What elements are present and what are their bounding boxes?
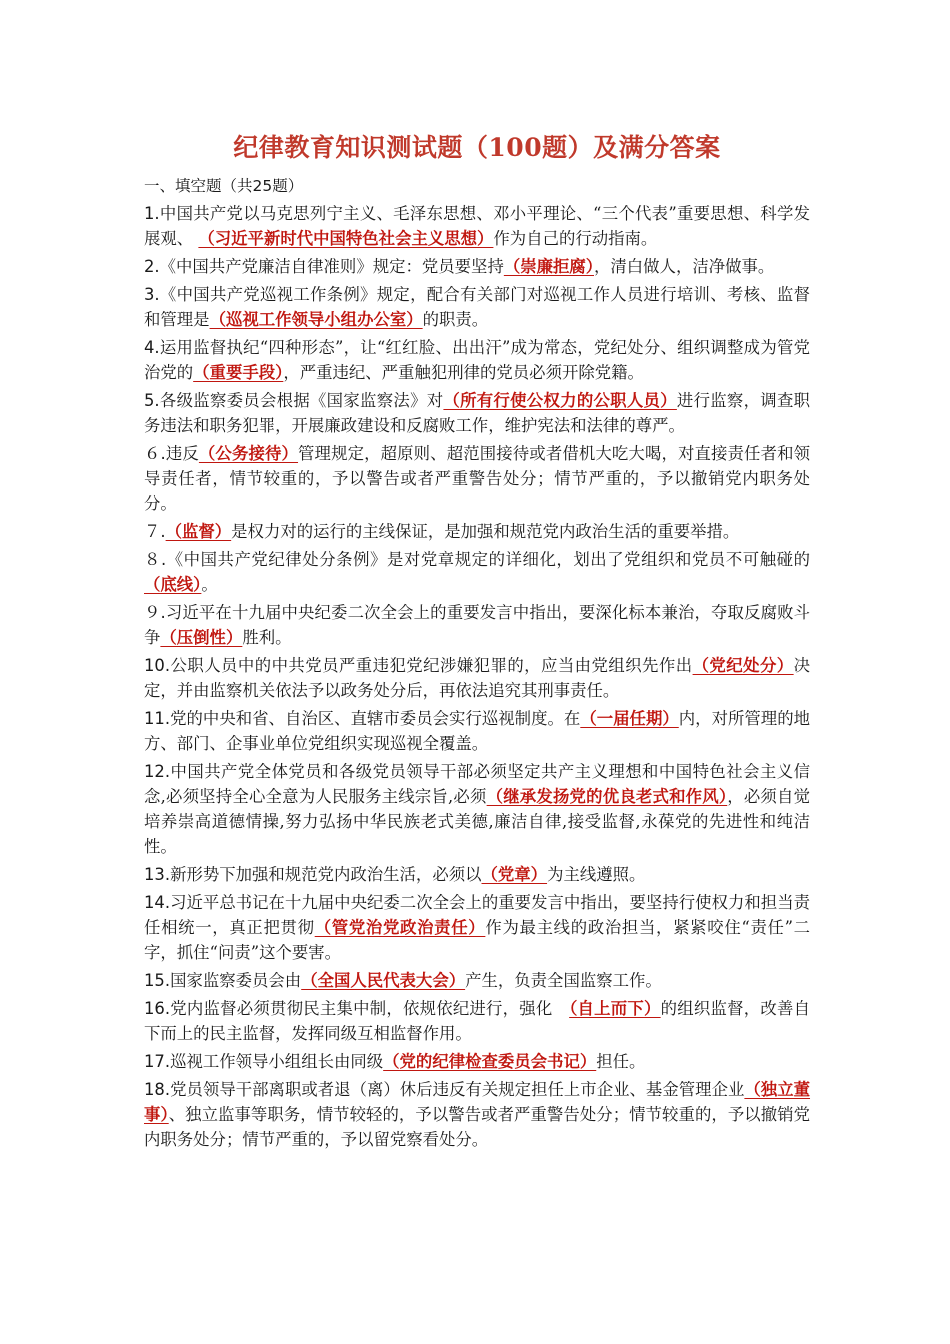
- answer-text: （监督）: [165, 522, 232, 541]
- question-item: [144, 759, 810, 859]
- question-text: 决定，并由监察机关依法予以政务处分后，再依法追究其刑事责任。: [144, 656, 811, 700]
- answer-text: （崇廉拒腐）: [503, 257, 594, 276]
- question-text: 管理规定，超原则、超范围接待或者借机大吃大喝，对直接责任者和领导责任者，情节较重的，予以警告或者严重警告处分；情节严重的，予以撤销党内职务处分。: [144, 444, 811, 513]
- question-number: 15.: [144, 971, 171, 990]
- question-text: 进行监察，调查职务违法和职务犯罪，开展廉政建设和反腐败工作，维护宪法和法律的尊严。: [144, 391, 811, 435]
- question-text: 各级监察委员会根据《国家监察法》对: [159, 391, 444, 410]
- question-text: 内，对所管理的地方、部门、企事业单位党组织实现巡视全覆盖。: [144, 709, 811, 753]
- question-item: [144, 890, 810, 965]
- question-list: [144, 201, 810, 1152]
- answer-text: （压倒性）: [160, 628, 243, 647]
- question-text: 胜利。: [242, 628, 292, 647]
- question-text: 的职责。: [422, 310, 489, 329]
- question-text: 。: [201, 575, 218, 594]
- question-text: ，必须自觉培养崇高道德情操,努力弘扬中华民族老式美德,廉洁自律,接受监督,永葆党的先进性和纯洁性。: [144, 787, 810, 856]
- question-item: [144, 388, 810, 438]
- question-item: [144, 519, 810, 544]
- question-text: ，清白做人，洁净做事。: [594, 257, 775, 276]
- question-item: [144, 547, 810, 597]
- question-number: ７.: [144, 522, 166, 541]
- question-text: 产生，负责全国监察工作。: [465, 971, 662, 990]
- question-text: 党的中央和省、自治区、直辖市委员会实行巡视制度。在: [170, 709, 581, 728]
- answer-text: （重要手段）: [193, 363, 284, 382]
- answer-text: （党章）: [481, 865, 548, 884]
- question-text: 党内监督必须贯彻民主集中制，依规依纪进行，强化: [170, 999, 570, 1018]
- question-text: 作为最主线的政治担当，紧紧咬住“责任”二字，抓住“问责”这个要害。: [144, 918, 811, 962]
- answer-text: （巡视工作领导小组办公室）: [209, 310, 423, 329]
- question-number: 10.: [144, 656, 171, 675]
- question-text: 违反: [165, 444, 199, 463]
- question-item: [144, 282, 810, 332]
- answer-text: （自上而下）: [569, 999, 661, 1018]
- question-text: 党员领导干部离职或者退（离）休后违反有关规定担任上市企业、基金管理企业: [170, 1080, 745, 1099]
- question-item: [144, 201, 810, 251]
- question-text: 新形势下加强和规范党内政治生活，必须以: [170, 865, 482, 884]
- question-item: [144, 441, 810, 516]
- answer-text: （公务接待）: [198, 444, 299, 463]
- question-text: 担任。: [596, 1052, 646, 1071]
- question-text: 中国共产党全体党员和各级党员领导干部必须坚定共产主义理想和中国特色社会主义信念,必须坚持全心全意为人民服务主线宗旨,必须: [144, 762, 810, 806]
- question-number: 12.: [144, 762, 171, 781]
- question-number: 16.: [144, 999, 171, 1018]
- question-text: 巡视工作领导小组组长由同级: [170, 1052, 384, 1071]
- question-number: 13.: [144, 865, 171, 884]
- question-item: [144, 996, 810, 1046]
- question-item: [144, 1049, 810, 1074]
- question-number: 14.: [144, 893, 171, 912]
- question-number: 4.: [144, 338, 160, 357]
- question-number: 3.: [144, 285, 160, 304]
- question-text: 习近平总书记在十九届中央纪委二次全会上的重要发言中指出，要坚持行使权力和担当责任相统一，真正把贯彻: [144, 893, 810, 937]
- question-item: [144, 706, 810, 756]
- section-heading: 一、填空题（共25题）: [144, 177, 304, 195]
- question-text: 、独立监事等职务，情节较轻的，予以警告或者严重警告处分；情节较重的，予以撤销党内职务处分；情节严重的，予以留党察看处分。: [144, 1105, 810, 1149]
- question-text: 公职人员中的中共党员严重违犯党纪涉嫌犯罪的，应当由党组织先作出: [170, 656, 693, 675]
- question-text: 《中国共产党巡视工作条例》规定，配合有关部门对巡视工作人员进行培训、考核、监督和管理是: [144, 285, 810, 329]
- answer-text: （全国人民代表大会）: [301, 971, 466, 990]
- question-number: 2.: [144, 257, 160, 276]
- document-title: 纪律教育知识测试题（100题）及满分答案: [233, 133, 721, 162]
- answer-text: （习近平新时代中国特色社会主义思想）: [198, 229, 494, 248]
- question-item: [144, 1077, 810, 1152]
- question-text: 习近平在十九届中央纪委二次全会上的重要发言中指出，要深化标本兼治，夺取反腐败斗争: [144, 603, 810, 647]
- question-number: 18.: [144, 1080, 171, 1099]
- question-number: 1.: [144, 204, 160, 223]
- answer-text: （党纪处分）: [692, 656, 794, 675]
- answer-text: （管党治党政治责任）: [314, 918, 486, 937]
- question-number: ９.: [144, 603, 166, 622]
- answer-text: （一届任期）: [580, 709, 679, 728]
- question-number: 17.: [144, 1052, 171, 1071]
- answer-text: （独立董事）: [144, 1080, 811, 1124]
- question-item: [144, 600, 810, 650]
- question-text: 的组织监督，改善自下而上的民主监督，发挥同级互相监督作用。: [144, 999, 810, 1043]
- answer-text: （底线）: [144, 575, 202, 594]
- document-page: [144, 130, 810, 1155]
- question-text: 作为自己的行动指南。: [493, 229, 658, 248]
- question-item: [144, 968, 810, 993]
- question-text: ，严重违纪、严重触犯刑律的党员必须开除党籍。: [283, 363, 644, 382]
- question-text: 运用监督执纪“四种形态”，让“红红脸、出出汗”成为常态，党纪处分、组织调整成为管党治党的: [144, 338, 810, 382]
- question-item: [144, 254, 810, 279]
- question-text: 《中国共产党纪律处分条例》是对党章规定的详细化，划出了党组织和党员不可触碰的: [166, 550, 810, 569]
- question-number: 11.: [144, 709, 171, 728]
- question-item: [144, 653, 810, 703]
- question-text: 国家监察委员会由: [170, 971, 302, 990]
- question-text: 中国共产党以马克思列宁主义、毛泽东思想、邓小平理论、“三个代表”重要思想、科学发展观、: [144, 204, 810, 248]
- answer-text: （所有行使公权力的公职人员）: [443, 391, 677, 410]
- answer-text: （继承发扬党的优良老式和作风）: [486, 787, 728, 806]
- question-text: 是权力对的运行的主线保证，是加强和规范党内政治生活的重要举措。: [231, 522, 740, 541]
- answer-text: （党的纪律检查委员会书记）: [383, 1052, 597, 1071]
- question-item: [144, 862, 810, 887]
- question-item: [144, 335, 810, 385]
- question-number: 5.: [144, 391, 160, 410]
- question-text: 为主线遵照。: [547, 865, 646, 884]
- question-number: ８.: [144, 550, 167, 569]
- question-number: ６.: [144, 444, 166, 463]
- question-text: 《中国共产党廉洁自律准则》规定：党员要坚持: [159, 257, 504, 276]
